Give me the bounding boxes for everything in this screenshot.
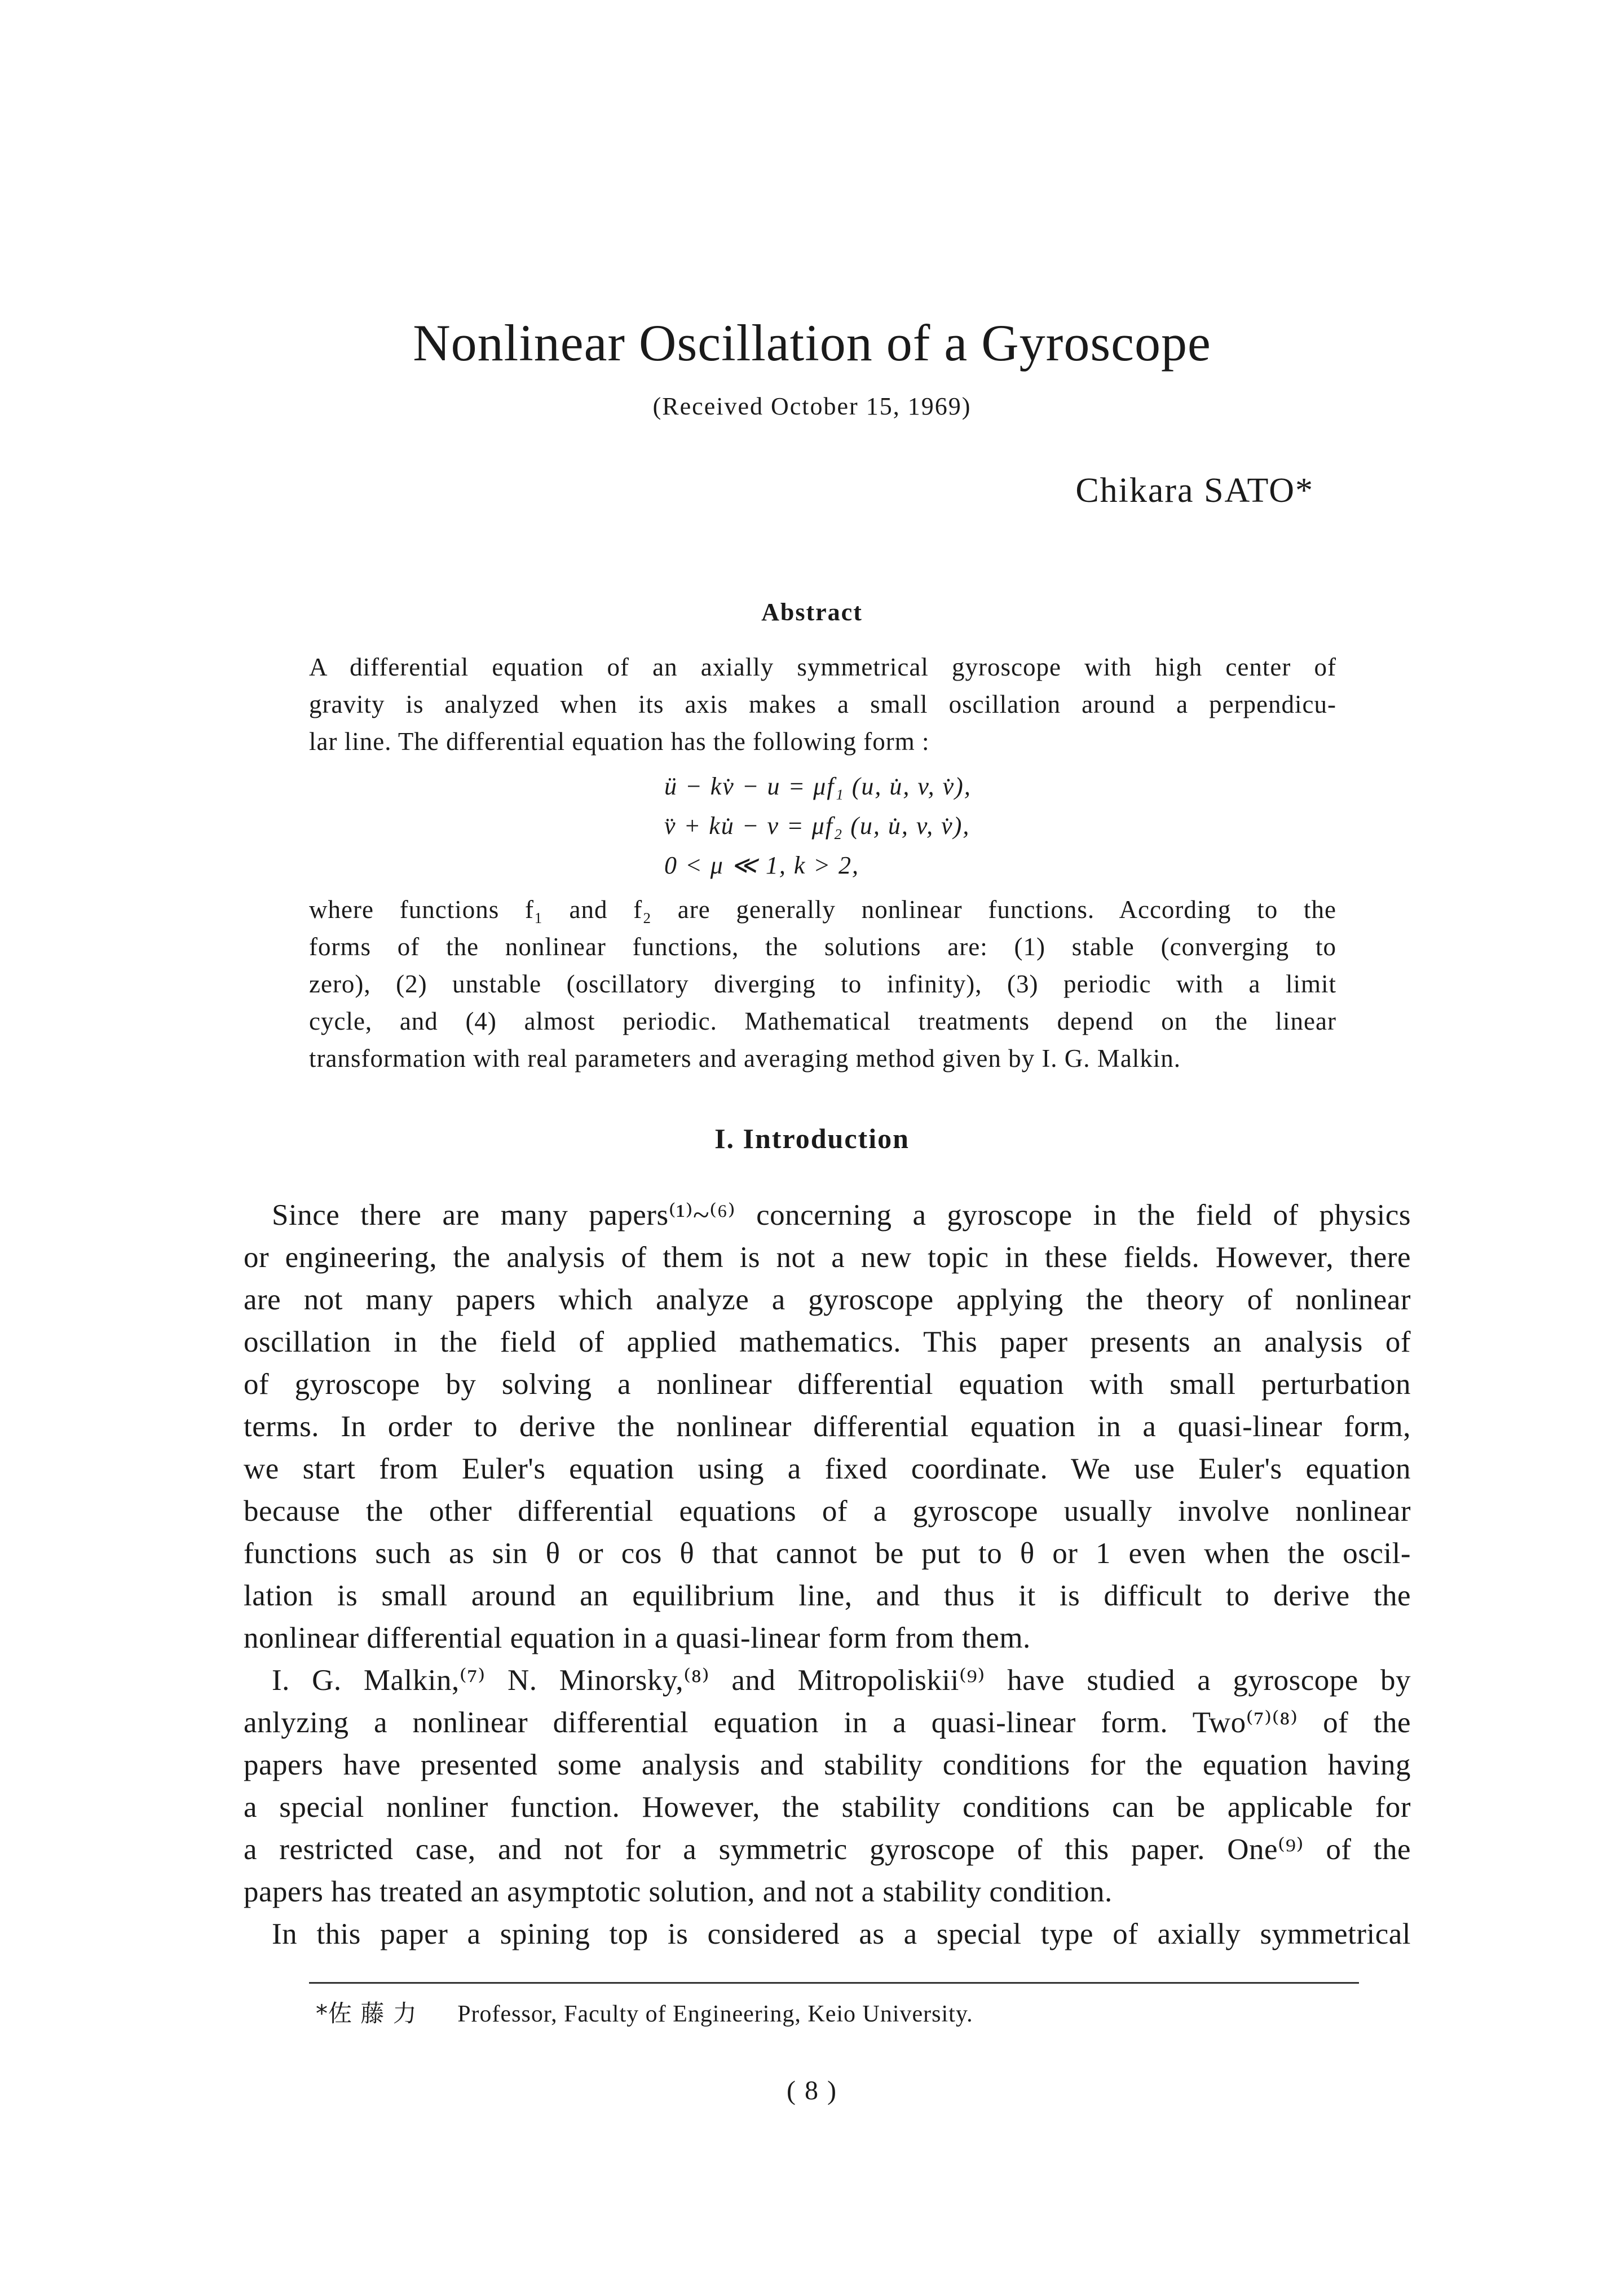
body-line: nonlinear differential equation in a quasi-linear form from them. (244, 1622, 1031, 1654)
equation-1: ü − kv̇ − u = μf₁ (u, u̇, v, v̇), (664, 773, 972, 800)
abstract-paragraph-1 (309, 648, 1336, 761)
author-affiliation: Professor, Faculty of Engineering, Keio University. (457, 2001, 973, 2027)
author-name-japanese: *佐 藤 力 (316, 1999, 417, 2027)
equation-2: v̈ + ku̇ − v = μf₂ (u, u̇, v, v̇), (664, 812, 970, 840)
page-number: ( 8 ) (787, 2076, 837, 2106)
abstract-paragraph-2 (309, 891, 1336, 1077)
body-line: terms. In order to derive the nonlinear differential equation in a quasi-linear form, (244, 1410, 1411, 1443)
author-name: Chikara SATO* (1075, 471, 1314, 510)
body-line: because the other differential equations of a gyroscope usually involve nonlinear (244, 1495, 1411, 1528)
body-line: a restricted case, and not for a symmetric gyroscope of this paper. One⁽⁹⁾ of the (244, 1833, 1411, 1866)
intro-paragraph-2 (244, 1659, 1411, 1913)
section-heading-introduction: I. Introduction (714, 1123, 910, 1154)
abstract-line: lar line. The differential equation has the following form : (309, 727, 930, 756)
abstract-line: forms of the nonlinear functions, the solutions are: (1) stable (converging to (309, 933, 1336, 961)
received-date: (Received October 15, 1969) (652, 392, 972, 420)
body-line: anlyzing a nonlinear differential equation in a quasi-linear form. Two⁽⁷⁾⁽⁸⁾ of the (244, 1706, 1411, 1739)
body-line: papers has treated an asymptotic solution, and not a stability condition. (244, 1875, 1113, 1908)
equation-3: 0 < μ ≪ 1, k > 2, (664, 851, 860, 879)
body-line: Since there are many papers⁽¹⁾~⁽⁶⁾ concerning a gyroscope in the field of physics (272, 1199, 1411, 1232)
footnote (316, 1995, 973, 2029)
body-line: of gyroscope by solving a nonlinear differential equation with small perturbation (244, 1368, 1411, 1401)
body-line: we start from Euler's equation using a fixed coordinate. We use Euler's equation (244, 1453, 1411, 1485)
equation-block (664, 767, 972, 885)
abstract-line: transformation with real parameters and averaging method given by I. G. Malkin. (309, 1044, 1181, 1072)
intro-paragraph-3 (244, 1913, 1411, 1956)
body-line: or engineering, the analysis of them is not a new topic in these fields. However, there (244, 1241, 1411, 1274)
body-line: oscillation in the field of applied mathematics. This paper presents an analysis of (244, 1326, 1411, 1358)
footnote-divider (309, 1982, 1359, 1984)
abstract-line: cycle, and (4) almost periodic. Mathematical treatments depend on the linear (309, 1007, 1336, 1035)
body-line: functions such as sin θ or cos θ that cannot be put to θ or 1 even when the oscil- (244, 1537, 1411, 1570)
abstract-line: where functions f₁ and f₂ are generally nonlinear functions. According to the (309, 895, 1336, 924)
body-line: are not many papers which analyze a gyroscope applying the theory of nonlinear (244, 1283, 1411, 1316)
abstract-line: A differential equation of an axially symmetrical gyroscope with high center of (309, 653, 1336, 681)
body-line: a special nonliner function. However, the stability conditions can be applicable for (244, 1791, 1411, 1824)
body-line: I. G. Malkin,⁽⁷⁾ N. Minorsky,⁽⁸⁾ and Mitropoliskii⁽⁹⁾ have studied a gyroscope by (272, 1664, 1411, 1697)
body-line: papers have presented some analysis and stability conditions for the equation having (244, 1749, 1411, 1781)
body-line: In this paper a spining top is considered as a special type of axially symmetrical (272, 1918, 1411, 1950)
paper-title: Nonlinear Oscillation of a Gyroscope (413, 314, 1211, 372)
intro-paragraph-1 (244, 1194, 1411, 1659)
abstract-heading: Abstract (761, 598, 863, 626)
body-line: lation is small around an equilibrium line, and thus it is difficult to derive the (244, 1579, 1411, 1612)
abstract-line: gravity is analyzed when its axis makes a small oscillation around a perpendicu- (309, 690, 1336, 718)
abstract-line: zero), (2) unstable (oscillatory diverging to infinity), (3) periodic with a limit (309, 970, 1336, 998)
